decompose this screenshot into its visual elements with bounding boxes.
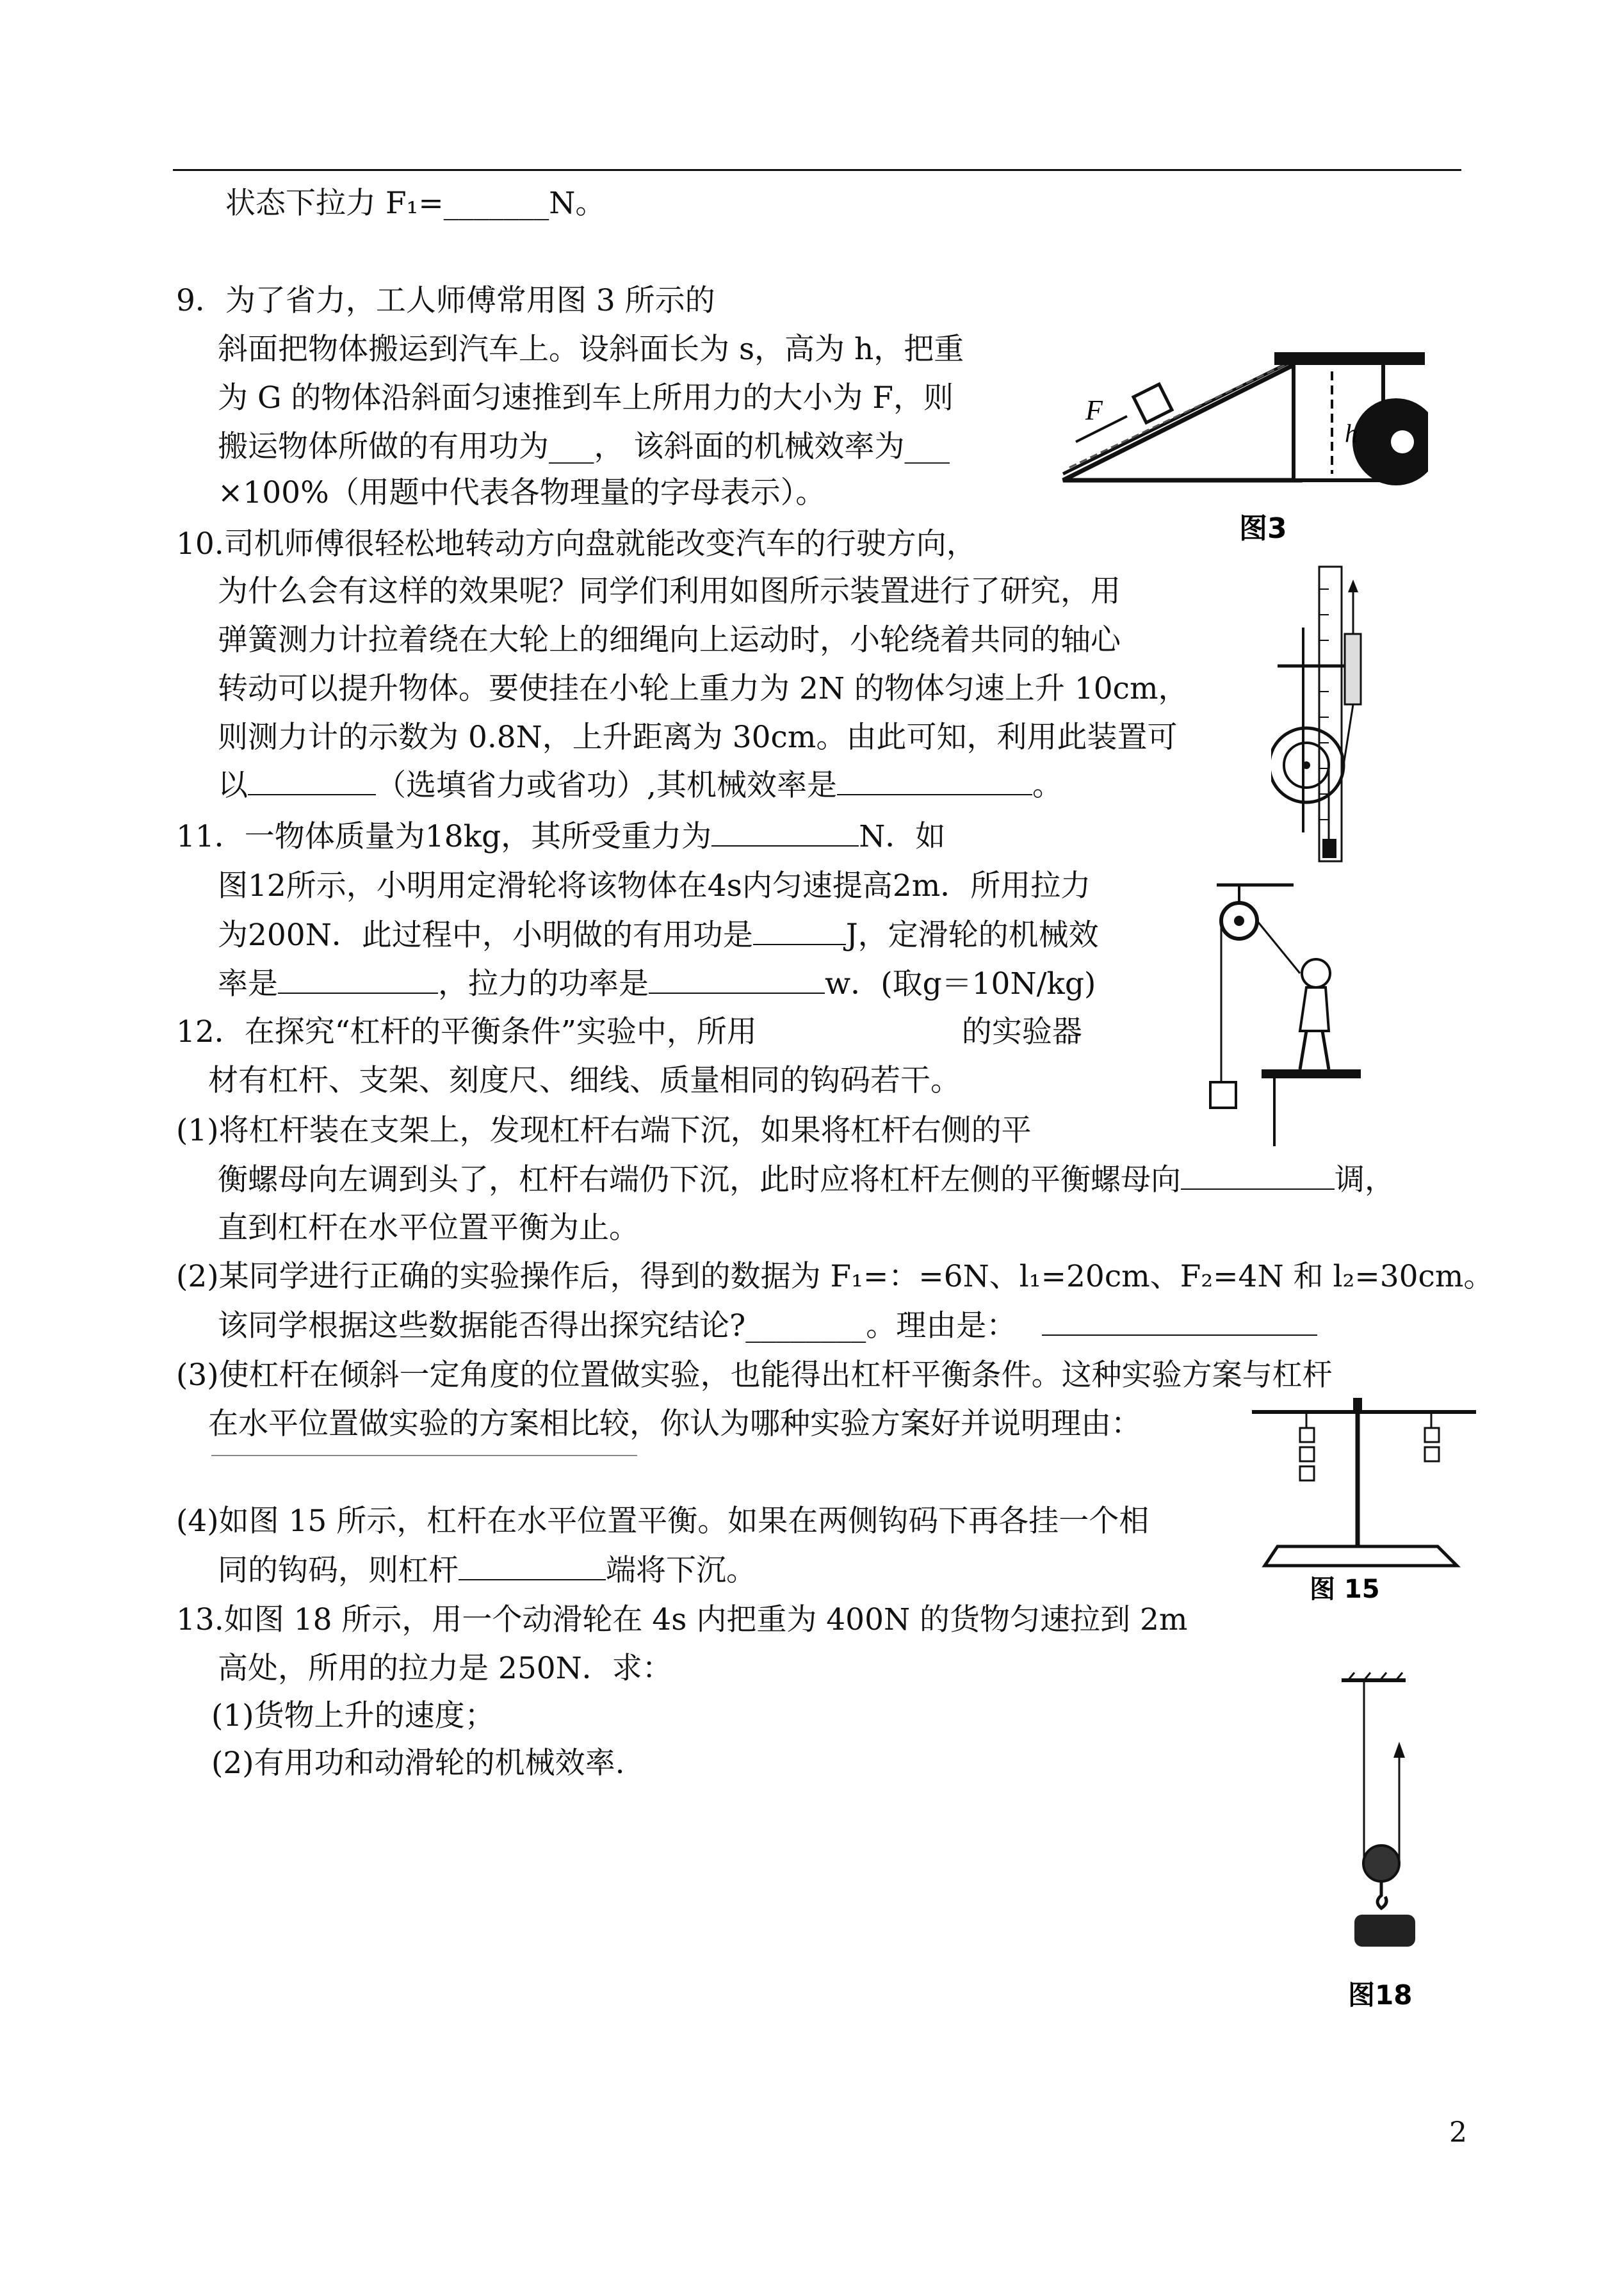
q9-line-5: ×100%（用题中代表各物理量的字母表示）。 bbox=[218, 475, 826, 510]
movable-pulley-figure bbox=[1329, 1671, 1444, 2017]
blank-q12-4[interactable] bbox=[459, 1551, 606, 1580]
q12-line-9: 在水平位置做实验的方案相比较，你认为哪种实验方案好并说明理由： bbox=[208, 1406, 1141, 1441]
lever-figure bbox=[1246, 1393, 1482, 1604]
q9-line-1: 9．为了省力，工人师傅常用图 3 所示的 bbox=[176, 283, 715, 318]
q12-line-5: 直到杠杆在水平位置平衡为止。 bbox=[218, 1210, 639, 1245]
svg-text:h: h bbox=[1345, 419, 1358, 448]
q11-line-4: 率是 ，拉力的功率是 w．(取g＝10N/kg) bbox=[218, 964, 1096, 1003]
q13-line-3: (1)货物上升的速度； bbox=[211, 1698, 495, 1733]
blank-q11-2[interactable] bbox=[753, 916, 846, 945]
q13-line-1: 13.如图 18 所示，用一个动滑轮在 4s 内把重为 400N 的货物匀速拉到 2m bbox=[176, 1602, 1188, 1637]
svg-text:F: F bbox=[1085, 394, 1103, 426]
incline-figure bbox=[1057, 346, 1428, 551]
q9-line-2: 斜面把物体搬运到汽车上。设斜面长为 s，高为 h，把重 bbox=[218, 332, 964, 367]
q10-line-3: 弹簧测力计拉着绕在大轮上的细绳向上运动时，小轮绕着共同的轴心 bbox=[218, 622, 1121, 658]
line-f1: 状态下拉力 F₁=_______N。 bbox=[225, 186, 606, 221]
q12-line-7: 该同学根据这些数据能否得出探究结论?________。理由是： bbox=[218, 1306, 1317, 1345]
q12-line-6: (2)某同学进行正确的实验操作后，得到的数据为 F₁=：=6N、l₁=20cm、F₂=4N 和 l₂=30cm。 bbox=[176, 1259, 1494, 1294]
q11-line-3: 为200N．此过程中，小明做的有用功是 J，定滑轮的机械效 bbox=[218, 916, 1099, 955]
svg-text:图 15: 图 15 bbox=[1310, 1575, 1380, 1604]
header-rule bbox=[173, 169, 1461, 171]
q11-line-2: 图12所示，小明用定滑轮将该物体在4s内匀速提高2m．所用拉力 bbox=[218, 868, 1091, 904]
svg-text:图18: 图18 bbox=[1348, 1979, 1413, 2011]
q10-line-4: 转动可以提升物体。要使挂在小轮上重力为 2N 的物体匀速上升 10cm， bbox=[218, 671, 1189, 706]
blank-q11-4[interactable] bbox=[649, 964, 825, 994]
q12-line-11: 同的钩码，则杠杆 端将下沉。 bbox=[218, 1551, 756, 1590]
q12-line-3: (1)将杠杆装在支架上，发现杠杆右端下沉，如果将杠杆右侧的平 bbox=[176, 1113, 1032, 1148]
q12-line-4: 衡螺母向左调到头了，杠杆右端仍下沉，此时应将杠杆左侧的平衡螺母向 调， bbox=[218, 1160, 1395, 1199]
q9-line-4: 搬运物体所做的有用功为___， 该斜面的机械效率为___ bbox=[218, 429, 950, 464]
blank-q11-3[interactable] bbox=[278, 964, 438, 994]
blank-q12-1[interactable] bbox=[1181, 1160, 1335, 1190]
q12-line-1: 12．在探究“杠杆的平衡条件”实验中，所用 的实验器 bbox=[176, 1014, 1082, 1050]
blank-q10-1[interactable] bbox=[248, 766, 376, 795]
q10-line-1: 10.司机师傅很轻松地转动方向盘就能改变汽车的行驶方向， bbox=[176, 526, 977, 562]
q9-line-3: 为 G 的物体沿斜面匀速推到车上所用力的大小为 F，则 bbox=[218, 380, 954, 416]
blank-q12-2[interactable] bbox=[1042, 1306, 1317, 1336]
page-number: 2 bbox=[1449, 2116, 1467, 2149]
blank-q10-2[interactable] bbox=[837, 766, 1032, 795]
q13-line-2: 高处，所用的拉力是 250N．求： bbox=[218, 1651, 672, 1686]
fixed-pulley-figure bbox=[1204, 877, 1364, 1146]
blank-q12-3[interactable] bbox=[211, 1454, 637, 1456]
q10-line-2: 为什么会有这样的效果呢？同学们利用如图所示装置进行了研究，用 bbox=[218, 574, 1121, 609]
q13-line-4: (2)有用功和动滑轮的机械效率. bbox=[211, 1746, 625, 1781]
q11-line-1: 11．一物体质量为18kg，其所受重力为 N．如 bbox=[176, 817, 945, 856]
q12-line-2: 材有杠杆、支架、刻度尺、细线、质量相同的钩码若干。 bbox=[208, 1063, 961, 1098]
q12-line-10: (4)如图 15 所示，杠杆在水平位置平衡。如果在两侧钩码下再各挂一个相 bbox=[176, 1504, 1149, 1539]
wheel-axle-figure bbox=[1271, 564, 1367, 864]
svg-text:图3: 图3 bbox=[1239, 512, 1287, 545]
q10-line-5: 则测力计的示数为 0.8N，上升距离为 30cm。由此可知，利用此装置可 bbox=[218, 720, 1178, 755]
q10-line-6: 以 （选填省力或省功）,其机械效率是 。 bbox=[218, 766, 1062, 805]
q12-line-8: (3)使杠杆在倾斜一定角度的位置做实验，也能得出杠杆平衡条件。这种实验方案与杠杆 bbox=[176, 1358, 1333, 1393]
blank-q11-1[interactable] bbox=[711, 817, 859, 847]
